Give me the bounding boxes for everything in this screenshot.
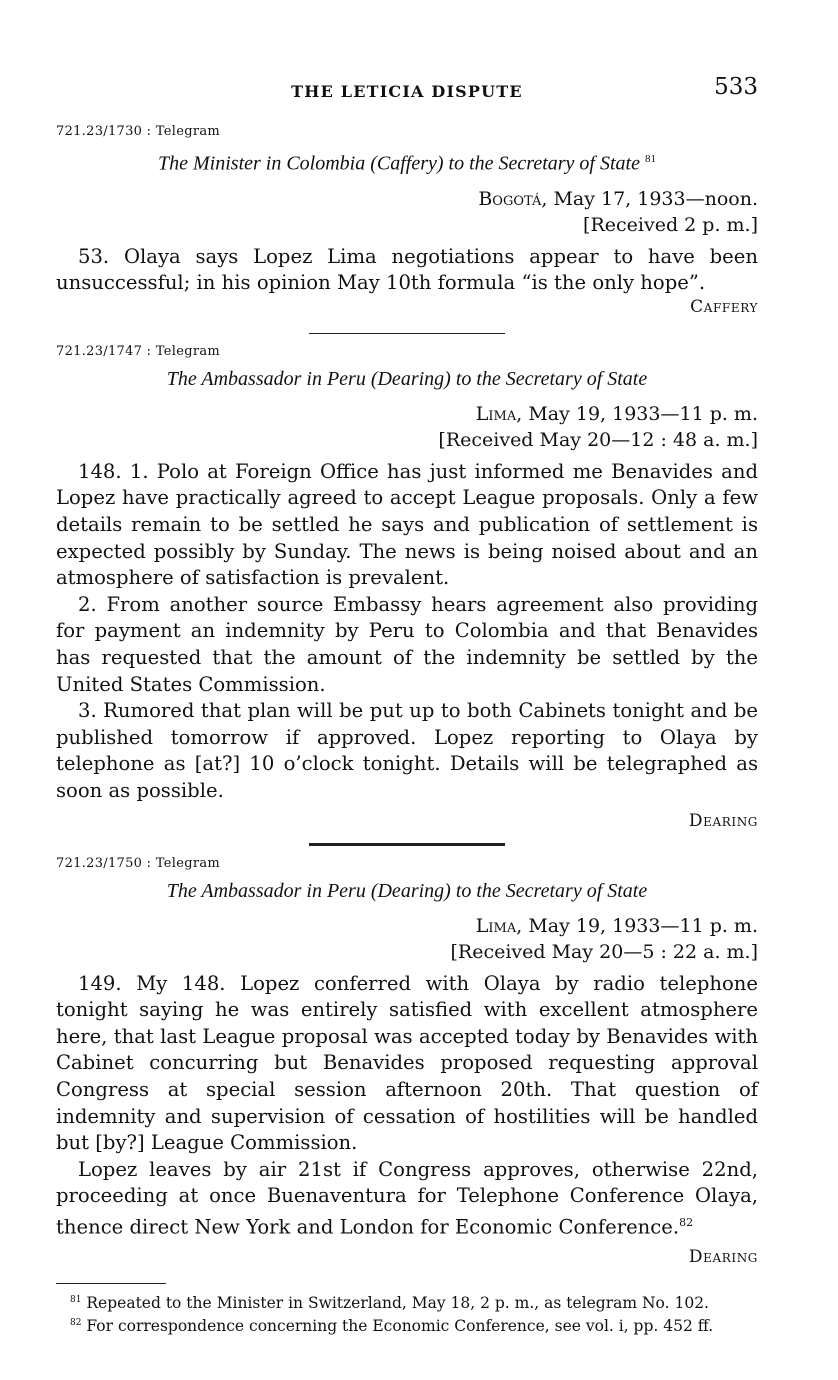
received-line: [Received May 20—5 : 22 a. m.] — [450, 940, 758, 963]
footnote-text: For correspondence concerning the Economic Conference, see vol. i, pp. 452 ff. — [86, 1317, 714, 1336]
section-divider — [309, 333, 505, 334]
telegram-1730 — [56, 124, 758, 317]
document-heading — [56, 145, 758, 178]
page-number: 533 — [714, 74, 758, 100]
file-number: 721.23/1730 : Telegram — [56, 124, 221, 139]
paragraph: 149. My 148. Lopez conferred with Olaya by radio telephone tonight saying he was entirely satisfied with excellent atmosphere here, that last League proposal was accepted today by Benavides with Cabinet concurring but Benavides proposed requesting approval Congress at special session afternoon 20th. That question of indemnity and supervision of cessation of hostilities will be handled but [by?] League Commission. — [56, 971, 758, 1155]
document-heading: The Ambassador in Peru (Dearing) to the Secretary of State — [166, 367, 648, 390]
file-number: 721.23/1750 : Telegram — [56, 855, 221, 871]
footnote-divider — [56, 1283, 166, 1284]
section-divider — [309, 843, 505, 846]
received-line: [Received May 20—12 : 48 a. m.] — [438, 428, 758, 451]
document-heading: The Ambassador in Peru (Dearing) to the Secretary of State — [166, 879, 648, 902]
running-head — [56, 74, 758, 108]
footnote-text: Repeated to the Minister in Switzerland, May 18, 2 p. m., as telegram No. 102. — [86, 1294, 709, 1313]
received-line: [Received 2 p. m.] — [583, 213, 758, 236]
signature: Dearing — [688, 1247, 758, 1268]
date-line — [56, 401, 758, 427]
date-text: , May 17, 1933—noon. — [541, 187, 758, 210]
place-name: Lima — [475, 914, 517, 937]
telegram-1747 — [56, 344, 758, 831]
paragraph: 53. Olaya says Lopez Lima negotiations appear to have been unsuccessful; in his opinion May 10th formula “is the only hope”. — [56, 244, 758, 295]
footnote — [56, 1290, 758, 1313]
file-number: 721.23/1747 : Telegram — [56, 343, 221, 359]
paragraph-text: Lopez leaves by air 21st if Congress approves, otherwise 22nd, proceeding at once Buenaventura for Telephone Conference Olaya, thence direct New York and London for Economic Conference. — [56, 1157, 758, 1239]
date-line — [56, 186, 758, 212]
footnote-marker: 82 — [70, 1318, 82, 1329]
running-title: THE LETICIA DISPUTE — [291, 82, 523, 101]
paragraph — [56, 1157, 758, 1241]
footnote-ref: 82 — [679, 1215, 694, 1229]
heading-text: The Minister in Colombia (Caffery) to the Secretary of State — [158, 152, 640, 175]
dateline — [56, 186, 758, 238]
date-text: , May 19, 1933—11 p. m. — [516, 914, 758, 937]
paragraph: 3. Rumored that plan will be put up to both Cabinets tonight and be published tomorrow if approved. Lopez reporting to Olaya by telephone as [at?] 10 o’clock tonight. Details will be telegraphed as soon as possible. — [56, 699, 758, 802]
date-text: , May 19, 1933—11 p. m. — [516, 402, 758, 425]
footnotes — [56, 1290, 758, 1336]
date-line — [56, 913, 758, 939]
footnote — [56, 1313, 758, 1336]
place-name: Lima — [475, 402, 517, 425]
paragraph: 148. 1. Polo at Foreign Office has just informed me Benavides and Lopez have practically agreed to accept League proposals. Only a few details remain to be settled he says and publication of settlement is expected possibly by Sunday. The news is being noised about and an atmosphere of satisfaction is prevalent. — [56, 459, 758, 590]
signature: Caffery — [690, 296, 758, 317]
dateline — [56, 913, 758, 965]
paragraph: 2. From another source Embassy hears agreement also providing for payment an indemnity by Peru to Colombia and that Benavides has requested that the amount of the indemnity be settled by the United States Commission. — [56, 592, 758, 696]
footnote-ref: 81 — [644, 153, 656, 165]
signature: Dearing — [688, 810, 758, 831]
footnote-marker: 81 — [70, 1295, 82, 1306]
document-page — [56, 74, 758, 1336]
dateline — [56, 401, 758, 453]
place-name: Bogotá — [478, 187, 542, 210]
telegram-1750 — [56, 856, 758, 1267]
